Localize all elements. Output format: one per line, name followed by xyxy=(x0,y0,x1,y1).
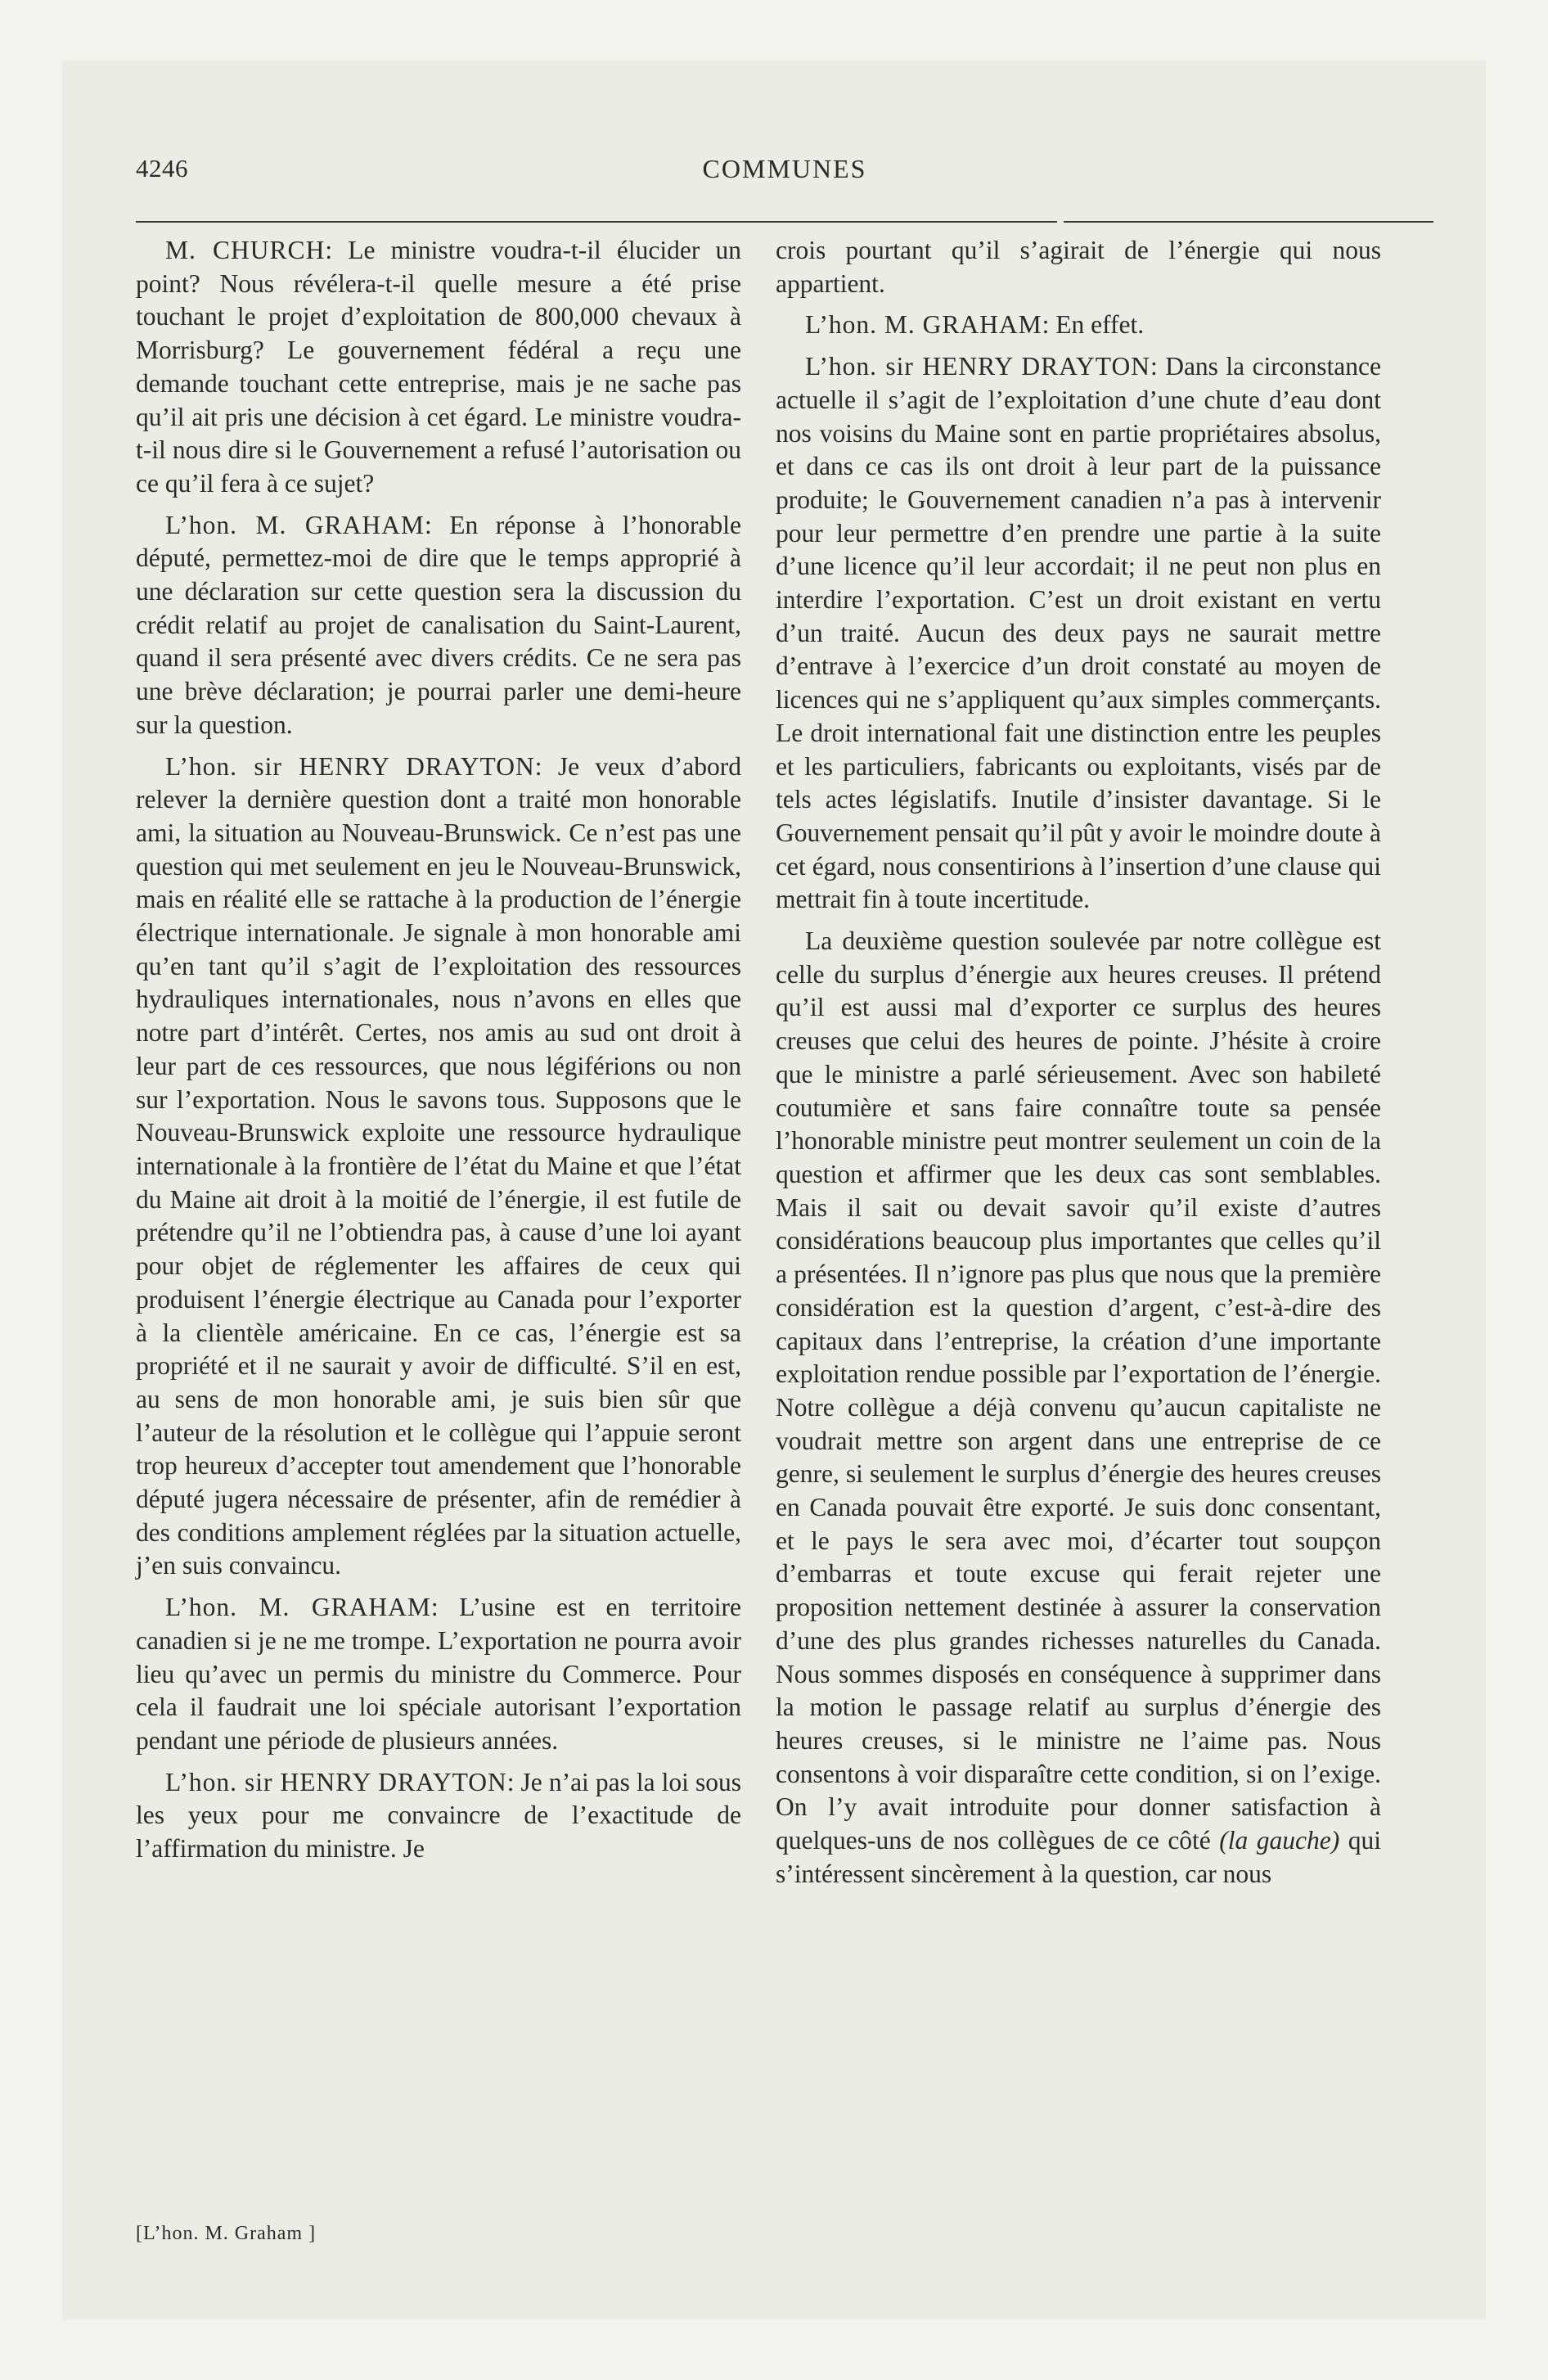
paragraph-text: : Dans la circonstance actuelle il s’agit de l’exploitation d’une chute d’eau dont nos voisins du Maine sont en partie propriétaires absolus, et dans ce cas ils ont droit à leur part de la puissance produite; le Gouvernement canadien n’a pas à intervenir pour leur permettre d’en prendre une partie à la suite d’une licence qu’il leur accordait; il ne peut non plus en interdire l’exportation. C’est un droit existant en vertu d’un traité. Aucun des deux pays ne saurait mettre d’entrave à l’exercice d’un droit constaté au moyen de licences qui ne s’appliquent qu’aux simples commerçants. Le droit international fait une distinction entre les peuples et les particuliers, fabricants ou exploitants, visés par de tels actes législatifs. Inutile d’insister davantage. Si le Gouvernement pensait qu’il pût y avoir le moindre doute à cet égard, nous consentirions à l’insertion d’une clause qui mettrait fin à toute incertitude. xyxy=(776,352,1381,914)
header-rule-left xyxy=(136,221,1057,223)
paragraph xyxy=(136,751,741,1584)
header-rule-right xyxy=(1064,221,1433,223)
paragraph-text: : En effet. xyxy=(1042,310,1145,340)
emphasis-text: (la gauche) xyxy=(1219,1826,1340,1855)
speaker-name: M. CHURCH xyxy=(165,236,326,264)
paragraph-continued xyxy=(776,234,1381,300)
speaker-name: L’hon. M. GRAHAM xyxy=(165,1593,431,1622)
paragraph xyxy=(776,925,1381,1891)
page-header xyxy=(136,154,1433,195)
paragraph-text-tail: qui s’intéressent sincèrement à la question, car nous xyxy=(776,1826,1381,1888)
paragraph-text: : Le ministre voudra-t-il élucider un point? Nous révélera-t-il quelle mesure a été prise touchant le projet d’exploitation de 800,000 chevaux à Morrisburg? Le gouvernement fédéral a reçu une demande touchant cette entreprise, mais je ne sache pas qu’il ait pris une décision à cet égard. Le ministre voudra-t-il nous dire si le Gouvernement a refusé l’autorisation ou ce qu’il fera à ce sujet? xyxy=(136,236,741,498)
footer-signature: [L’hon. M. Graham ] xyxy=(136,2223,317,2244)
left-column xyxy=(136,234,741,1866)
right-column xyxy=(776,234,1381,1891)
speaker-name: L’hon. sir HENRY DRAYTON xyxy=(805,352,1150,381)
paragraph-text: La deuxième question soulevée par notre collègue est celle du surplus d’énergie aux heures creuses. Il prétend qu’il est aussi mal d’exporter ce surplus des heures creuses que celui des heures de pointe. J’hésite à croire que le ministre a parlé sérieusement. Avec son habileté coutumière et sans faire connaître toute sa pensée l’honorable ministre peut montrer seulement un coin de la question et affirmer que les deux cas sont semblables. Mais il sait ou devait savoir qu’il existe d’autres considérations beaucoup plus importantes que celles qu’il a présentées. Il n’ignore pas plus que nous que la première considération est la question d’argent, c’est-à-dire des capitaux dans l’entreprise, la création d’une importante exploitation rendue possible par l’exportation de l’énergie. Notre collègue a déjà convenu qu’aucun capitaliste ne voudrait mettre son argent dans une entreprise de ce genre, si seulement le surplus d’énergie des heures creuses en Canada pouvait être exporté. Je suis donc consentant, et le pays le sera avec moi, d’écarter tout soupçon d’embarras et toute excuse qui ferait rejeter une proposition nettement destinée à assurer la conservation d’une des plus grandes richesses naturelles du Canada. Nous sommes disposés en conséquence à supprimer dans la motion le passage relatif au surplus d’énergie des heures creuses, si le ministre ne l’aime pas. Nous consentons à voir disparaître cette condition, si on l’exige. On l’y avait introduite pour donner satisfaction à quelques-uns de nos collègues de ce côté xyxy=(776,926,1381,1855)
running-head: COMMUNES xyxy=(702,154,867,183)
paragraph-text: : Je n’ai pas la loi sous les yeux pour me convaincre de l’exactitude de l’affirmation du ministre. Je xyxy=(136,1767,741,1864)
paragraph xyxy=(136,509,741,742)
speaker-name: L’hon. sir HENRY DRAYTON xyxy=(165,751,535,781)
paragraph-text: : L’usine est en territoire canadien si je ne me trompe. L’exportation ne pourra avoir lieu qu’avec un permis du ministre du Commerce. Pour cela il faudrait une loi spéciale autorisant l’exportation pendant une période de plusieurs années. xyxy=(136,1593,741,1755)
paragraph xyxy=(136,1766,741,1866)
speaker-name: L’hon. M. GRAHAM xyxy=(805,310,1042,340)
page-number: 4246 xyxy=(136,154,188,183)
paragraph-text: : Je veux d’abord relever la dernière question dont a traité mon honorable ami, la situation au Nouveau-Brunswick. Ce n’est pas une question qui met seulement en jeu le Nouveau-Brunswick, mais en réalité elle se rattache à la production de l’énergie électrique internationale. Je signale à mon honorable ami qu’en tant qu’il s’agit de l’exploitation des ressources hydrauliques internationales, nous n’avons en elles que notre part d’intérêt. Certes, nos amis au sud ont droit à leur part de ces ressources, que nous légiférions ou non sur l’exportation. Nous le savons tous. Supposons que le Nouveau-Brunswick exploite une ressource hydraulique internationale à la frontière de l’état du Maine et que l’état du Maine ait droit à la moitié de l’énergie, il est futile de prétendre qu’il ne l’obtiendra pas, à cause d’une loi ayant pour objet de réglementer les affaires de ceux qui produisent l’énergie électrique au Canada pour l’exporter à la clientèle américaine. En ce cas, l’énergie est sa propriété et il ne saurait y avoir de difficulté. S’il en est, au sens de mon honorable ami, je suis bien sûr que l’auteur de la résolution et le collègue qui l’appuie seront trop heureux d’accepter tout amendement que l’honorable député jugera nécessaire de présenter, afin de remédier à des conditions amplement réglées par la situation actuelle, j’en suis convaincu. xyxy=(136,751,741,1580)
paragraph xyxy=(776,309,1381,342)
speaker-name: L’hon. sir HENRY DRAYTON xyxy=(165,1767,507,1796)
paragraph xyxy=(776,350,1381,917)
speaker-name: L’hon. M. GRAHAM xyxy=(165,510,425,539)
paragraph-text: : En réponse à l’honorable député, permettez-moi de dire que le temps approprié à une déclaration sur cette question sera la discussion du crédit relatif au projet de canalisation du Saint-Laurent, quand il sera présenté avec divers crédits. Ce ne sera pas une brève déclaration; je pourrai parler une demi-heure sur la question. xyxy=(136,510,741,739)
paragraph xyxy=(136,1591,741,1758)
paragraph xyxy=(136,234,741,501)
paragraph-text: crois pourtant qu’il s’agirait de l’énergie qui nous appartient. xyxy=(776,236,1381,298)
